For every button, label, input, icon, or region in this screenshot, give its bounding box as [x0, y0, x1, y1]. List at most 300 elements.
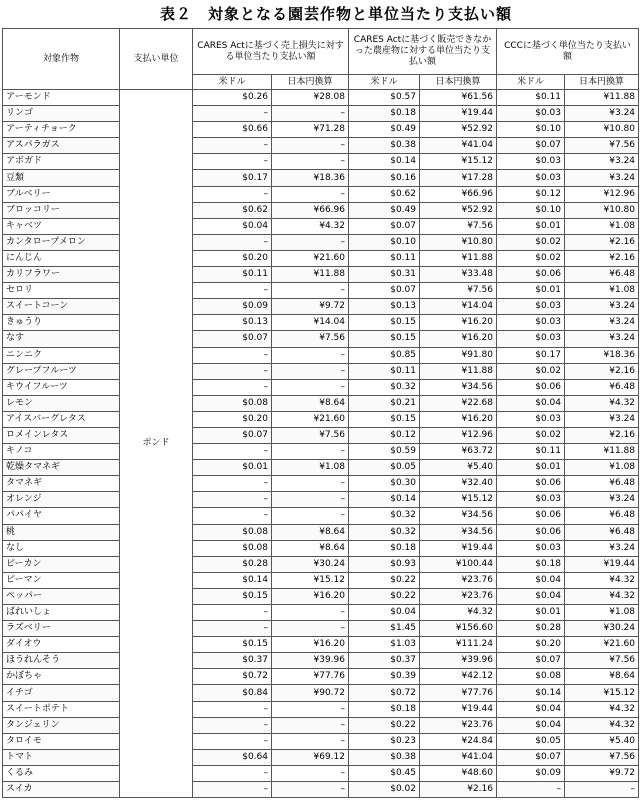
jpy-value: – [272, 106, 349, 122]
usd-value: $0.84 [193, 685, 272, 701]
table-row [3, 540, 639, 556]
jpy-value: ¥22.68 [420, 395, 497, 411]
jpy-value: – [272, 476, 349, 492]
table-row [3, 524, 639, 540]
jpy-value: – [272, 765, 349, 781]
usd-value: – [193, 605, 272, 621]
table-row [3, 267, 639, 283]
jpy-value: – [272, 283, 349, 299]
jpy-value: ¥66.96 [272, 202, 349, 218]
jpy-value: ¥19.44 [565, 556, 639, 572]
jpy-value: ¥77.76 [272, 669, 349, 685]
table-row [3, 395, 639, 411]
jpy-value: – [272, 363, 349, 379]
crop-name: 乾燥タマネギ [3, 460, 120, 476]
usd-value: $0.11 [349, 250, 420, 266]
usd-value: $0.59 [349, 444, 420, 460]
usd-value: $0.22 [349, 572, 420, 588]
jpy-value: ¥12.96 [420, 427, 497, 443]
table-row [3, 202, 639, 218]
usd-value: $0.72 [349, 685, 420, 701]
table-row [3, 492, 639, 508]
crop-name: ブロッコリー [3, 202, 120, 218]
table-row [3, 653, 639, 669]
usd-value: $0.39 [349, 669, 420, 685]
jpy-value: ¥6.48 [565, 267, 639, 283]
usd-value: $0.03 [497, 411, 565, 427]
table-row [3, 669, 639, 685]
jpy-value: – [272, 347, 349, 363]
header-usd: 米ドル [193, 75, 272, 90]
crop-name: ラズベリー [3, 621, 120, 637]
jpy-value: – [272, 733, 349, 749]
usd-value: $0.06 [497, 267, 565, 283]
crop-name: キノコ [3, 444, 120, 460]
usd-value: $0.14 [349, 154, 420, 170]
crop-name: スイートコーン [3, 299, 120, 315]
jpy-value: ¥3.24 [565, 106, 639, 122]
usd-value: $0.07 [349, 283, 420, 299]
table-row [3, 138, 639, 154]
usd-value: $0.08 [193, 524, 272, 540]
usd-value: $0.01 [497, 460, 565, 476]
usd-value: $0.01 [193, 460, 272, 476]
jpy-value: – [272, 508, 349, 524]
table-row [3, 283, 639, 299]
jpy-value: ¥11.88 [565, 90, 639, 106]
usd-value: $0.20 [497, 637, 565, 653]
usd-value: $0.11 [497, 90, 565, 106]
usd-value: $0.08 [193, 540, 272, 556]
jpy-value: ¥4.32 [272, 218, 349, 234]
jpy-value: ¥7.56 [565, 749, 639, 765]
crop-name: スイカ [3, 782, 120, 798]
jpy-value: ¥7.56 [272, 427, 349, 443]
crop-name: 桃 [3, 524, 120, 540]
header-unit: 支払い単位 [120, 29, 193, 90]
jpy-value: ¥8.64 [272, 524, 349, 540]
jpy-value: ¥2.16 [565, 250, 639, 266]
crop-name: キャベツ [3, 218, 120, 234]
crop-name: ピーマン [3, 572, 120, 588]
jpy-value: ¥16.20 [420, 411, 497, 427]
usd-value: $0.02 [497, 427, 565, 443]
table-row [3, 476, 639, 492]
usd-value: – [193, 106, 272, 122]
usd-value: $0.06 [497, 379, 565, 395]
usd-value: $0.62 [193, 202, 272, 218]
usd-value: – [193, 347, 272, 363]
header-jpy: 日本円換算 [420, 75, 497, 90]
jpy-value: ¥100.44 [420, 556, 497, 572]
table-row [3, 749, 639, 765]
crop-name: カンタロープメロン [3, 234, 120, 250]
usd-value: $0.85 [349, 347, 420, 363]
usd-value: $0.02 [497, 250, 565, 266]
table-row [3, 605, 639, 621]
usd-value: – [193, 379, 272, 395]
jpy-value: ¥66.96 [420, 186, 497, 202]
table-row [3, 782, 639, 798]
jpy-value: ¥39.96 [272, 653, 349, 669]
table-row [3, 106, 639, 122]
usd-value: $0.02 [497, 234, 565, 250]
jpy-value: ¥11.88 [420, 250, 497, 266]
usd-value: $0.06 [497, 524, 565, 540]
table-row [3, 427, 639, 443]
crop-name: リンゴ [3, 106, 120, 122]
usd-value: – [193, 234, 272, 250]
usd-value: $0.09 [497, 765, 565, 781]
usd-value: – [193, 363, 272, 379]
jpy-value: ¥3.24 [565, 540, 639, 556]
usd-value: $0.37 [193, 653, 272, 669]
usd-value: $0.03 [497, 170, 565, 186]
jpy-value: ¥10.80 [565, 202, 639, 218]
jpy-value: ¥3.24 [565, 331, 639, 347]
table-row [3, 621, 639, 637]
payment-table [2, 28, 639, 798]
usd-value: $0.01 [497, 218, 565, 234]
usd-value: – [193, 717, 272, 733]
jpy-value: ¥4.32 [565, 701, 639, 717]
payment-unit: ポンド [120, 90, 193, 798]
usd-value: $0.04 [349, 605, 420, 621]
jpy-value: ¥11.88 [272, 267, 349, 283]
table-row [3, 508, 639, 524]
usd-value: $0.66 [193, 122, 272, 138]
jpy-value: ¥28.08 [272, 90, 349, 106]
jpy-value: ¥16.20 [420, 331, 497, 347]
jpy-value: ¥14.04 [272, 315, 349, 331]
jpy-value: ¥30.24 [565, 621, 639, 637]
jpy-value: ¥9.72 [272, 299, 349, 315]
usd-value: – [193, 492, 272, 508]
jpy-value: ¥9.72 [565, 765, 639, 781]
usd-value: $0.62 [349, 186, 420, 202]
usd-value: $0.04 [497, 395, 565, 411]
usd-value: $0.12 [349, 427, 420, 443]
table-body [3, 90, 639, 798]
usd-value: $0.17 [193, 170, 272, 186]
jpy-value: ¥11.88 [420, 363, 497, 379]
header-cares-unsold: CARES Actに基づく販売できなかった農産物に対する単位当たり支払い額 [349, 29, 497, 75]
header-usd: 米ドル [349, 75, 420, 90]
jpy-value: ¥2.16 [565, 234, 639, 250]
crop-name: タロイモ [3, 733, 120, 749]
crop-name: ばれいしょ [3, 605, 120, 621]
crop-name: ロメインレタス [3, 427, 120, 443]
usd-value: $0.03 [497, 540, 565, 556]
jpy-value: ¥3.24 [565, 170, 639, 186]
jpy-value: ¥52.92 [420, 122, 497, 138]
jpy-value: ¥69.12 [272, 749, 349, 765]
table-row [3, 588, 639, 604]
table-row [3, 315, 639, 331]
usd-value: $0.72 [193, 669, 272, 685]
jpy-value: ¥4.32 [565, 572, 639, 588]
usd-value: $0.03 [497, 299, 565, 315]
jpy-value: ¥41.04 [420, 138, 497, 154]
table-title: 表２ 対象となる園芸作物と単位当たり支払い額 [160, 5, 513, 23]
usd-value: $0.04 [497, 572, 565, 588]
usd-value: – [193, 621, 272, 637]
usd-value: $0.21 [349, 395, 420, 411]
usd-value: $0.13 [193, 315, 272, 331]
usd-value: $0.15 [349, 331, 420, 347]
jpy-value: ¥7.56 [565, 653, 639, 669]
table-row [3, 460, 639, 476]
usd-value: $0.22 [349, 588, 420, 604]
usd-value: $0.57 [349, 90, 420, 106]
jpy-value: – [272, 701, 349, 717]
jpy-value: ¥5.40 [420, 460, 497, 476]
table-row [3, 733, 639, 749]
crop-name: ニンニク [3, 347, 120, 363]
jpy-value: – [272, 154, 349, 170]
jpy-value: ¥7.56 [272, 331, 349, 347]
usd-value: $0.18 [349, 701, 420, 717]
header-cares-sales-loss: CARES Actに基づく売上損失に対する単位当たり支払い額 [193, 29, 349, 75]
usd-value: $0.07 [193, 427, 272, 443]
crop-name: セロリ [3, 283, 120, 299]
crop-name: アーモンド [3, 90, 120, 106]
crop-name: キウイフルーツ [3, 379, 120, 395]
jpy-value: ¥1.08 [565, 218, 639, 234]
crop-name: ピーカン [3, 556, 120, 572]
jpy-value: ¥10.80 [420, 234, 497, 250]
header-usd: 米ドル [497, 75, 565, 90]
jpy-value: ¥15.12 [420, 154, 497, 170]
usd-value: – [193, 186, 272, 202]
usd-value: $0.04 [497, 717, 565, 733]
jpy-value: ¥32.40 [420, 476, 497, 492]
jpy-value: ¥1.08 [565, 460, 639, 476]
usd-value: $1.45 [349, 621, 420, 637]
jpy-value: ¥41.04 [420, 749, 497, 765]
jpy-value: ¥4.32 [565, 717, 639, 733]
jpy-value: ¥90.72 [272, 685, 349, 701]
table-row [3, 186, 639, 202]
usd-value: – [193, 138, 272, 154]
table-row [3, 765, 639, 781]
usd-value: $1.03 [349, 637, 420, 653]
jpy-value: ¥23.76 [420, 572, 497, 588]
jpy-value: ¥3.24 [565, 154, 639, 170]
jpy-value: ¥34.56 [420, 508, 497, 524]
jpy-value: ¥156.60 [420, 621, 497, 637]
usd-value: $0.15 [349, 411, 420, 427]
crop-name: なし [3, 540, 120, 556]
table-row [3, 379, 639, 395]
crop-name: アーティチョーク [3, 122, 120, 138]
usd-value: $0.18 [349, 106, 420, 122]
table-row [3, 250, 639, 266]
jpy-value: ¥2.16 [565, 427, 639, 443]
jpy-value: ¥3.24 [565, 299, 639, 315]
jpy-value: ¥1.08 [565, 283, 639, 299]
crop-name: アスパラガス [3, 138, 120, 154]
jpy-value: ¥42.12 [420, 669, 497, 685]
crop-name: きゅうり [3, 315, 120, 331]
table-row [3, 331, 639, 347]
usd-value: $0.05 [497, 733, 565, 749]
usd-value: $0.31 [349, 267, 420, 283]
crop-name: スイートポテト [3, 701, 120, 717]
usd-value: $0.10 [349, 234, 420, 250]
usd-value: – [193, 733, 272, 749]
usd-value: $0.32 [349, 508, 420, 524]
usd-value: $0.06 [497, 476, 565, 492]
jpy-value: ¥2.16 [565, 363, 639, 379]
table-row [3, 347, 639, 363]
jpy-value: ¥17.28 [420, 170, 497, 186]
jpy-value: ¥3.24 [565, 315, 639, 331]
usd-value: $0.07 [497, 749, 565, 765]
jpy-value: ¥111.24 [420, 637, 497, 653]
usd-value: $0.15 [193, 588, 272, 604]
jpy-value: ¥24.84 [420, 733, 497, 749]
usd-value: – [193, 154, 272, 170]
jpy-value: – [272, 782, 349, 798]
header-crop: 対象作物 [3, 29, 120, 90]
usd-value: $0.26 [193, 90, 272, 106]
usd-value: $0.07 [497, 138, 565, 154]
jpy-value: ¥16.20 [272, 588, 349, 604]
usd-value: $0.11 [349, 363, 420, 379]
jpy-value: ¥91.80 [420, 347, 497, 363]
usd-value: $0.28 [497, 621, 565, 637]
usd-value: $0.18 [349, 540, 420, 556]
usd-value: – [193, 701, 272, 717]
jpy-value: ¥6.48 [565, 524, 639, 540]
crop-name: アイスバーグレタス [3, 411, 120, 427]
table-row [3, 363, 639, 379]
jpy-value: ¥23.76 [420, 717, 497, 733]
table-row [3, 572, 639, 588]
jpy-value: ¥48.60 [420, 765, 497, 781]
jpy-value: ¥77.76 [420, 685, 497, 701]
usd-value: $0.13 [349, 299, 420, 315]
jpy-value: – [272, 605, 349, 621]
table-row [3, 234, 639, 250]
usd-value: – [497, 782, 565, 798]
usd-value: $0.15 [349, 315, 420, 331]
table-header [3, 29, 639, 90]
jpy-value: – [272, 379, 349, 395]
usd-value: $0.03 [497, 315, 565, 331]
jpy-value: ¥7.56 [420, 283, 497, 299]
table-row [3, 299, 639, 315]
jpy-value: ¥5.40 [565, 733, 639, 749]
jpy-value: – [272, 621, 349, 637]
crop-name: かぼちゃ [3, 669, 120, 685]
crop-name: ペッパー [3, 588, 120, 604]
crop-name: レモン [3, 395, 120, 411]
usd-value: $0.04 [497, 701, 565, 717]
jpy-value: ¥52.92 [420, 202, 497, 218]
jpy-value: ¥3.24 [565, 492, 639, 508]
crop-name: くるみ [3, 765, 120, 781]
jpy-value: ¥14.04 [420, 299, 497, 315]
jpy-value: – [272, 717, 349, 733]
usd-value: $0.14 [193, 572, 272, 588]
usd-value: $0.45 [349, 765, 420, 781]
crop-name: ダイオウ [3, 637, 120, 653]
jpy-value: ¥7.56 [420, 218, 497, 234]
usd-value: $0.05 [349, 460, 420, 476]
table-row [3, 444, 639, 460]
usd-value: – [193, 283, 272, 299]
jpy-value: ¥16.20 [272, 637, 349, 653]
usd-value: $0.08 [193, 395, 272, 411]
usd-value: $0.32 [349, 379, 420, 395]
crop-name: パパイヤ [3, 508, 120, 524]
usd-value: $0.01 [497, 605, 565, 621]
usd-value: $0.18 [497, 556, 565, 572]
usd-value: $0.32 [349, 524, 420, 540]
table-row [3, 154, 639, 170]
table-row [3, 90, 639, 106]
usd-value: $0.15 [193, 637, 272, 653]
jpy-value: ¥34.56 [420, 379, 497, 395]
usd-value: $0.03 [497, 492, 565, 508]
crop-name: にんじん [3, 250, 120, 266]
header-jpy: 日本円換算 [272, 75, 349, 90]
jpy-value: ¥15.12 [272, 572, 349, 588]
usd-value: $0.38 [349, 749, 420, 765]
usd-value: $0.04 [497, 588, 565, 604]
jpy-value: ¥19.44 [420, 701, 497, 717]
usd-value: – [193, 765, 272, 781]
crop-name: なす [3, 331, 120, 347]
jpy-value: ¥34.56 [420, 524, 497, 540]
jpy-value: ¥6.48 [565, 508, 639, 524]
usd-value: $0.02 [497, 363, 565, 379]
crop-name: 豆類 [3, 170, 120, 186]
jpy-value: ¥3.24 [565, 411, 639, 427]
jpy-value: ¥16.20 [420, 315, 497, 331]
jpy-value: ¥1.08 [565, 605, 639, 621]
jpy-value: ¥39.96 [420, 653, 497, 669]
table-row [3, 556, 639, 572]
usd-value: $0.06 [497, 508, 565, 524]
jpy-value: ¥4.32 [420, 605, 497, 621]
jpy-value: ¥19.44 [420, 106, 497, 122]
usd-value: $0.03 [497, 154, 565, 170]
jpy-value: ¥18.36 [272, 170, 349, 186]
usd-value: $0.64 [193, 749, 272, 765]
jpy-value: ¥33.48 [420, 267, 497, 283]
jpy-value: ¥15.12 [420, 492, 497, 508]
usd-value: $0.17 [497, 347, 565, 363]
usd-value: $0.03 [497, 106, 565, 122]
jpy-value: ¥4.32 [565, 395, 639, 411]
usd-value: $0.11 [497, 444, 565, 460]
usd-value: $0.49 [349, 122, 420, 138]
usd-value: – [193, 782, 272, 798]
jpy-value: ¥1.08 [272, 460, 349, 476]
usd-value: $0.11 [193, 267, 272, 283]
table-row [3, 122, 639, 138]
jpy-value: ¥61.56 [420, 90, 497, 106]
jpy-value: ¥11.88 [565, 444, 639, 460]
jpy-value: ¥2.16 [420, 782, 497, 798]
usd-value: $0.10 [497, 202, 565, 218]
crop-name: ブルベリー [3, 186, 120, 202]
header-ccc: CCCに基づく単位当たり支払い額 [497, 29, 639, 75]
usd-value: $0.20 [193, 250, 272, 266]
